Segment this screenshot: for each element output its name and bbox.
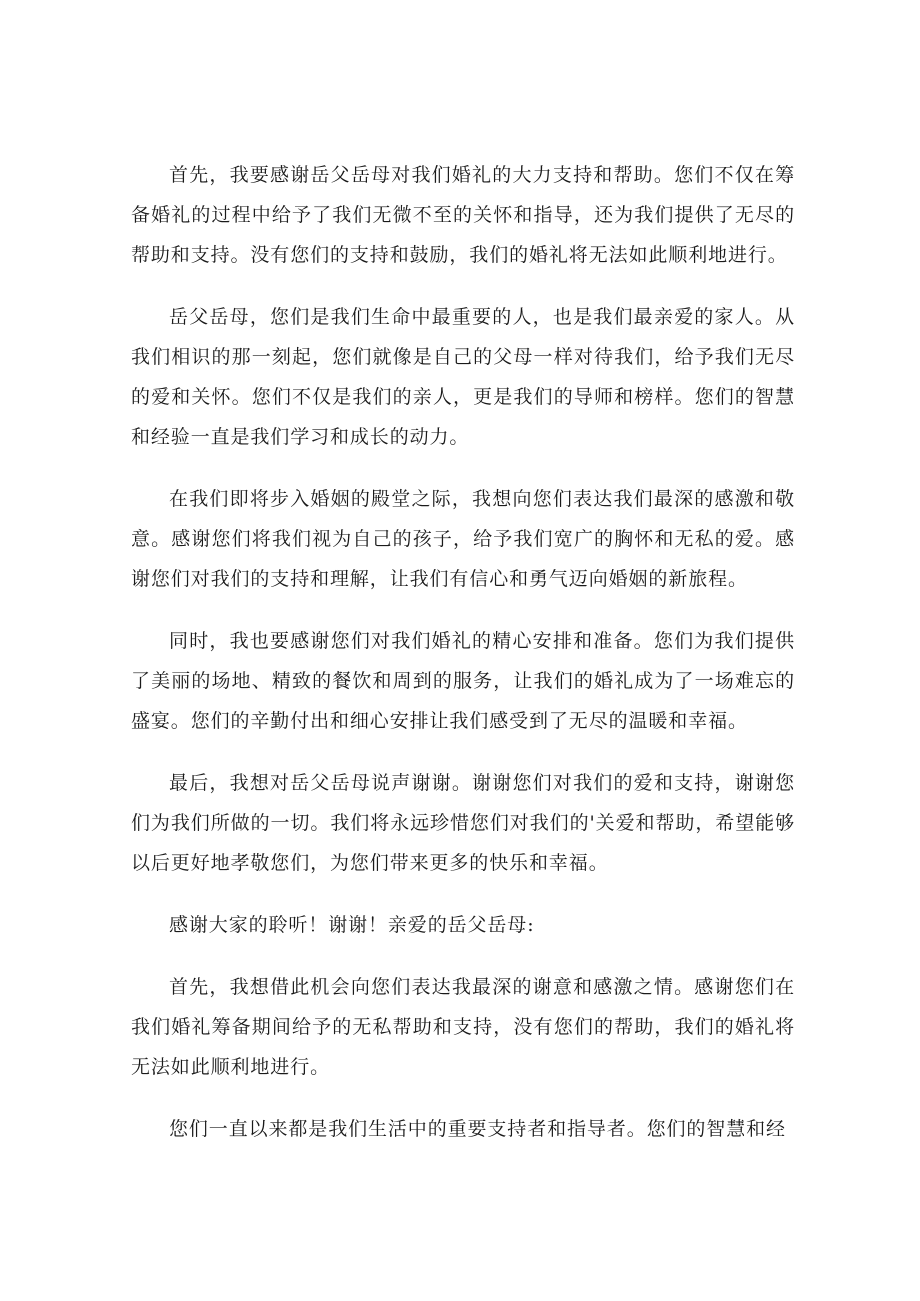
document-body bbox=[131, 155, 795, 1171]
paragraph-3: 在我们即将步入婚姻的殿堂之际，我想向您们表达我们最深的感激和敬意。感谢您们将我们视为自己的孩子，给予我们宽广的胸怀和无私的爱。感谢您们对我们的支持和理解，让我们有信心和勇气迈向婚姻的新旅程。 bbox=[131, 488, 795, 590]
paragraph-6: 感谢大家的聆听！谢谢！亲爱的岳父岳母: bbox=[169, 914, 535, 936]
paragraph-5: 最后，我想对岳父岳母说声谢谢。谢谢您们对我们的爱和支持，谢谢您们为我们所做的一切。我们将永远珍惜您们对我们的'关爱和帮助，希望能够以后更好地孝敬您们，为您们带来更多的快乐和幸福。 bbox=[131, 772, 795, 874]
paragraph-1: 首先，我要感谢岳父岳母对我们婚礼的大力支持和帮助。您们不仅在筹备婚礼的过程中给予了我们无微不至的关怀和指导，还为我们提供了无尽的帮助和支持。没有您们的支持和鼓励，我们的婚礼将无法如此顺利地进行。 bbox=[131, 164, 795, 266]
paragraph-8: 您们一直以来都是我们生活中的重要支持者和指导者。您们的智慧和经 bbox=[169, 1118, 786, 1140]
paragraph-2: 岳父岳母，您们是我们生命中最重要的人，也是我们最亲爱的家人。从我们相识的那一刻起，您们就像是自己的父母一样对待我们，给予我们无尽的爱和关怀。您们不仅是我们的亲人，更是我们的导师和榜样。您们的智慧和经验一直是我们学习和成长的动力。 bbox=[131, 306, 795, 448]
paragraph-4: 同时，我也要感谢您们对我们婚礼的精心安排和准备。您们为我们提供了美丽的场地、精致的餐饮和周到的服务，让我们的婚礼成为了一场难忘的盛宴。您们的辛勤付出和细心安排让我们感受到了无尽的温暖和幸福。 bbox=[131, 630, 795, 732]
paragraph-7: 首先，我想借此机会向您们表达我最深的谢意和感激之情。感谢您们在我们婚礼筹备期间给予的无私帮助和支持，没有您们的帮助，我们的婚礼将无法如此顺利地进行。 bbox=[131, 976, 795, 1078]
